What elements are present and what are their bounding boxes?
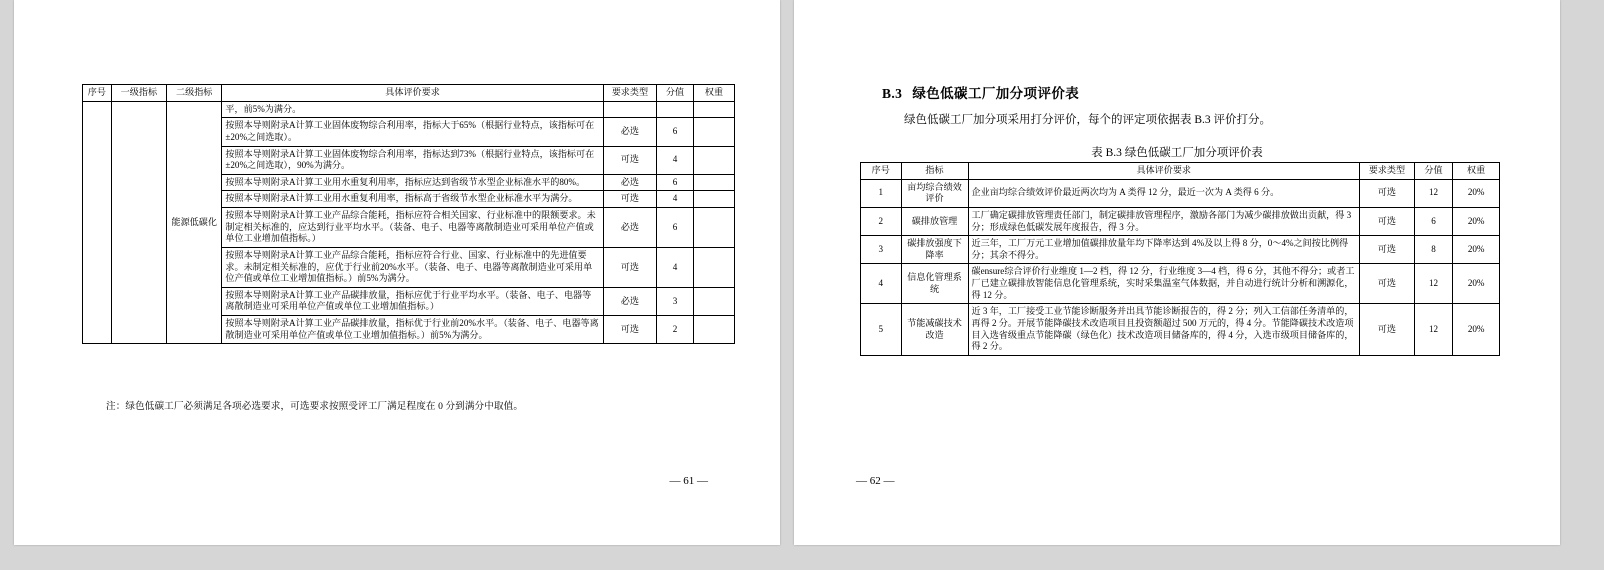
table-caption: 表 B.3 绿色低碳工厂加分项评价表: [1091, 147, 1263, 159]
col-header-weight: 权重: [1453, 163, 1500, 180]
table-row: [861, 207, 1500, 235]
cell-type: 可选: [1360, 179, 1415, 207]
cell-type: 必选: [603, 118, 656, 146]
green-factory-criteria-table: [82, 84, 735, 344]
cell-requirement: 按照本导则附录A计算工业产品碳排放量，指标优于行业前20%水平。（装备、电子、电器等离散制造业可采用单位产值或单位工业增加值指标。）前5%为满分。: [222, 316, 603, 344]
cell-weight: [693, 247, 734, 287]
table-row: [83, 101, 735, 118]
cell-weight: 20%: [1453, 179, 1500, 207]
col-header-no: 序号: [861, 163, 902, 180]
cell-weight: [693, 316, 734, 344]
section-title: 绿色低碳工厂加分项评价表: [912, 86, 1080, 101]
cell-primary-indicator-empty: [111, 101, 166, 344]
cell-requirement: 按照本导则附录A计算工业产品综合能耗，指标应符合相关国家、行业标准中的限额要求。未制定相关标准的，应达到行业平均水平。（装备、电子、电器等离散制造业可采用单位产值或单位工业增加值指标。）: [222, 208, 603, 248]
cell-type: 可选: [603, 191, 656, 208]
table-row: [861, 304, 1500, 356]
cell-weight: [693, 208, 734, 248]
cell-score: 6: [657, 118, 694, 146]
cell-type: 可选: [603, 316, 656, 344]
cell-type: 必选: [603, 287, 656, 315]
table-row: [861, 179, 1500, 207]
cell-requirement: 按照本导则附录A计算工业用水重复利用率，指标高于省级节水型企业标准水平为满分。: [222, 191, 603, 208]
cell-indicator: 碳排放管理: [901, 207, 968, 235]
cell-requirement: 按照本导则附录A计算工业固体废物综合利用率，指标大于65%（根据行业特点，该指标可在±20%之间选取）。: [222, 118, 603, 146]
cell-requirement: 近 3 年，工厂接受工业节能诊断服务并出具节能诊断报告的，得 2 分；列入工信部任务清单的，再得 2 分。开展节能降碳技术改造项目且投资额超过 500 万元的，得 4 分。节能降碳技术改造项目入选省级重点节能降碳（绿色化）技术改造项目储备库的，得 4 分，入选市级项目储备库的，得 2 分。: [968, 304, 1360, 356]
cell-type: 可选: [1360, 207, 1415, 235]
col-header-primary-indicator: 一级指标: [111, 85, 166, 102]
cell-score: 4: [657, 146, 694, 174]
col-header-indicator: 指标: [901, 163, 968, 180]
section-paragraph: 绿色低碳工厂加分项采用打分评价，每个的评定项依据表 B.3 评价打分。: [904, 114, 1272, 126]
cell-weight: [693, 146, 734, 174]
cell-indicator: 亩均综合绩效评价: [901, 179, 968, 207]
cell-weight: 20%: [1453, 264, 1500, 304]
col-header-weight: 权重: [693, 85, 734, 102]
cell-score: 12: [1414, 179, 1453, 207]
cell-requirement: 近三年，工厂万元工业增加值碳排放量年均下降率达到 4%及以上得 8 分，0～4%之间按比例得分；其余不得分。: [968, 236, 1360, 264]
table-note: 注：绿色低碳工厂必须满足各项必选要求，可选要求按照受评工厂满足程度在 0 分到满分中取值。: [106, 401, 524, 412]
cell-requirement: 工厂确定碳排放管理责任部门，制定碳排放管理程序，激励各部门为减少碳排放做出贡献，得 3 分；形成绿色低碳发展年度报告，得 3 分。: [968, 207, 1360, 235]
table-header-row: [861, 163, 1500, 180]
cell-weight: [693, 174, 734, 191]
section-heading: [882, 82, 1079, 102]
cell-score: [657, 101, 694, 118]
col-header-no: 序号: [83, 85, 112, 102]
cell-weight: [693, 191, 734, 208]
table-row: [861, 236, 1500, 264]
cell-type: 可选: [603, 146, 656, 174]
col-header-score: 分值: [1414, 163, 1453, 180]
cell-score: 4: [657, 247, 694, 287]
cell-score: 6: [1414, 207, 1453, 235]
cell-weight: [693, 287, 734, 315]
cell-type: 可选: [1360, 304, 1415, 356]
col-header-requirement: 具体评价要求: [968, 163, 1360, 180]
cell-no: 3: [861, 236, 902, 264]
cell-weight: [693, 118, 734, 146]
page-number-right: — 62 —: [856, 475, 895, 487]
cell-type: 必选: [603, 174, 656, 191]
table-row: [861, 264, 1500, 304]
col-header-requirement: 具体评价要求: [222, 85, 603, 102]
cell-weight: 20%: [1453, 207, 1500, 235]
cell-score: 3: [657, 287, 694, 315]
cell-type: 可选: [1360, 236, 1415, 264]
page-number-left: — 61 —: [669, 475, 708, 487]
cell-requirement: 碳ensure综合评价行业维度 1—2 档，得 12 分，行业维度 3—4 档，得 6 分，其他不得分；或者工厂已建立碳排放智能信息化管理系统，实时采集温室气体数据，并自动进行统计分析和溯源化，得 12 分。: [968, 264, 1360, 304]
section-number: B.3: [882, 86, 903, 101]
cell-no: 5: [861, 304, 902, 356]
cell-indicator: 节能减碳技术改造: [901, 304, 968, 356]
cell-type: 可选: [1360, 264, 1415, 304]
document-page-right: [794, 0, 1560, 545]
cell-weight: 20%: [1453, 304, 1500, 356]
document-page-left: [14, 0, 780, 545]
bonus-criteria-table: [860, 162, 1500, 356]
cell-requirement: 平，前5%为满分。: [222, 101, 603, 118]
cell-type: 必选: [603, 208, 656, 248]
cell-score: 12: [1414, 264, 1453, 304]
cell-no: 1: [861, 179, 902, 207]
cell-weight: 20%: [1453, 236, 1500, 264]
cell-type: [603, 101, 656, 118]
cell-indicator: 信息化管理系统: [901, 264, 968, 304]
cell-weight: [693, 101, 734, 118]
col-header-score: 分值: [657, 85, 694, 102]
cell-score: 6: [657, 174, 694, 191]
cell-score: 8: [1414, 236, 1453, 264]
cell-score: 2: [657, 316, 694, 344]
cell-indicator: 碳排放强度下降率: [901, 236, 968, 264]
cell-no: 4: [861, 264, 902, 304]
cell-requirement: 按照本导则附录A计算工业产品综合能耗，指标应符合行业、国家、行业标准中的先进值要求。未制定相关标准的，应优于行业前20%水平。（装备、电子、电器等离散制造业可采用单位产值或单位工业增加值指标。）前5%为满分。: [222, 247, 603, 287]
cell-requirement: 按照本导则附录A计算工业产品碳排放量，指标应优于行业平均水平。（装备、电子、电器等离散制造业可采用单位产值或单位工业增加值指标。）: [222, 287, 603, 315]
cell-secondary-indicator: 能源低碳化: [167, 101, 222, 344]
cell-requirement: 按照本导则附录A计算工业用水重复利用率，指标应达到省级节水型企业标准水平的80%。: [222, 174, 603, 191]
cell-no-empty: [83, 101, 112, 344]
col-header-secondary-indicator: 二级指标: [167, 85, 222, 102]
col-header-type: 要求类型: [603, 85, 656, 102]
cell-requirement: 企业亩均综合绩效评价最近两次均为 A 类得 12 分，最近一次为 A 类得 6 分。: [968, 179, 1360, 207]
cell-type: 可选: [603, 247, 656, 287]
cell-score: 4: [657, 191, 694, 208]
cell-score: 12: [1414, 304, 1453, 356]
cell-score: 6: [657, 208, 694, 248]
cell-requirement: 按照本导则附录A计算工业固体废物综合利用率，指标达到73%（根据行业特点，该指标可在±20%之间选取），90%为满分。: [222, 146, 603, 174]
cell-no: 2: [861, 207, 902, 235]
table-header-row: [83, 85, 735, 102]
col-header-type: 要求类型: [1360, 163, 1415, 180]
